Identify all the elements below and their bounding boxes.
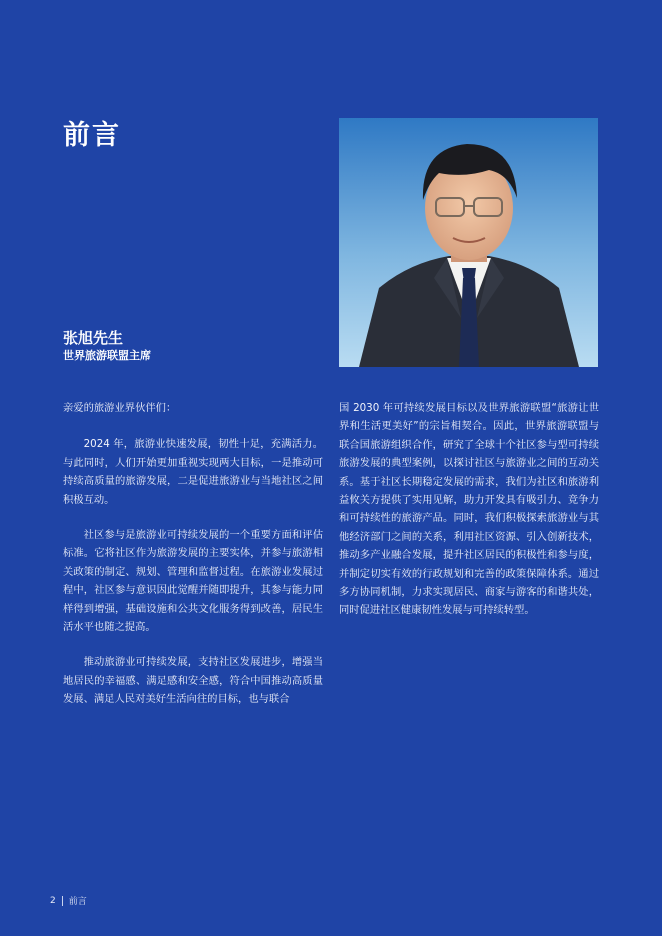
paragraph: 2024 年，旅游业快速发展，韧性十足，充满活力。与此同时，人们开始更加重视实现两大目标，一是推动可持续高质量的旅游发展，二是促进旅游业与当地社区之间积极互动。 <box>63 438 323 506</box>
footer-section: 前言 <box>68 897 87 907</box>
page-number: 2 <box>50 895 56 906</box>
author-name: 张旭先生 <box>63 329 124 347</box>
paragraph-continued: 国 2030 年可持续发展目标以及世界旅游联盟“旅游让世界和生活更美好”的宗旨相契合。因此，世界旅游联盟与联合国旅游组织合作，研究了全球十个社区参与型可持续旅游发展的典型案例，以探讨社区与旅游业之间的互动关系。基于社区长期稳定发展的需求，我们为社区和旅游利益攸关方提供了实用见解，助力开发具有吸引力、竞争力和可持续性的旅游产品。同时，我们积极探索旅游业与其他经济部门之间的关系，利用社区资源、引入创新技术，推动多产业融合发展，提升社区居民的积极性和参与度，并制定切实有效的行政规划和完善的政策保障体系。通过多方协同机制，力求实现居民、商家与游客的和谐共处，同时促进社区健康韧性发展与可持续转型。 <box>339 402 599 617</box>
page-title: 前言 <box>63 120 121 151</box>
author-position: 世界旅游联盟主席 <box>63 349 151 362</box>
body-column-right <box>339 399 599 637</box>
paragraph: 社区参与是旅游业可持续发展的一个重要方面和评估标准。它将社区作为旅游发展的主要实体，并参与旅游相关政策的制定、规划、管理和监督过程。在旅游业发展过程中，社区参与意识因此觉醒并随即提升，其参与能力同样得到增强，基础设施和公共文化服务得到改善，居民生活水平也随之提高。 <box>63 529 323 634</box>
page-footer <box>50 894 87 907</box>
footer-divider <box>62 896 63 906</box>
author-portrait <box>339 118 598 367</box>
greeting: 亲爱的旅游业界伙伴们： <box>63 402 177 414</box>
body-column-left <box>63 399 323 726</box>
paragraph: 推动旅游业可持续发展，支持社区发展进步，增强当地居民的幸福感、满足感和安全感，符合中国推动高质量发展、满足人民对美好生活向往的目标，也与联合 <box>63 656 323 706</box>
